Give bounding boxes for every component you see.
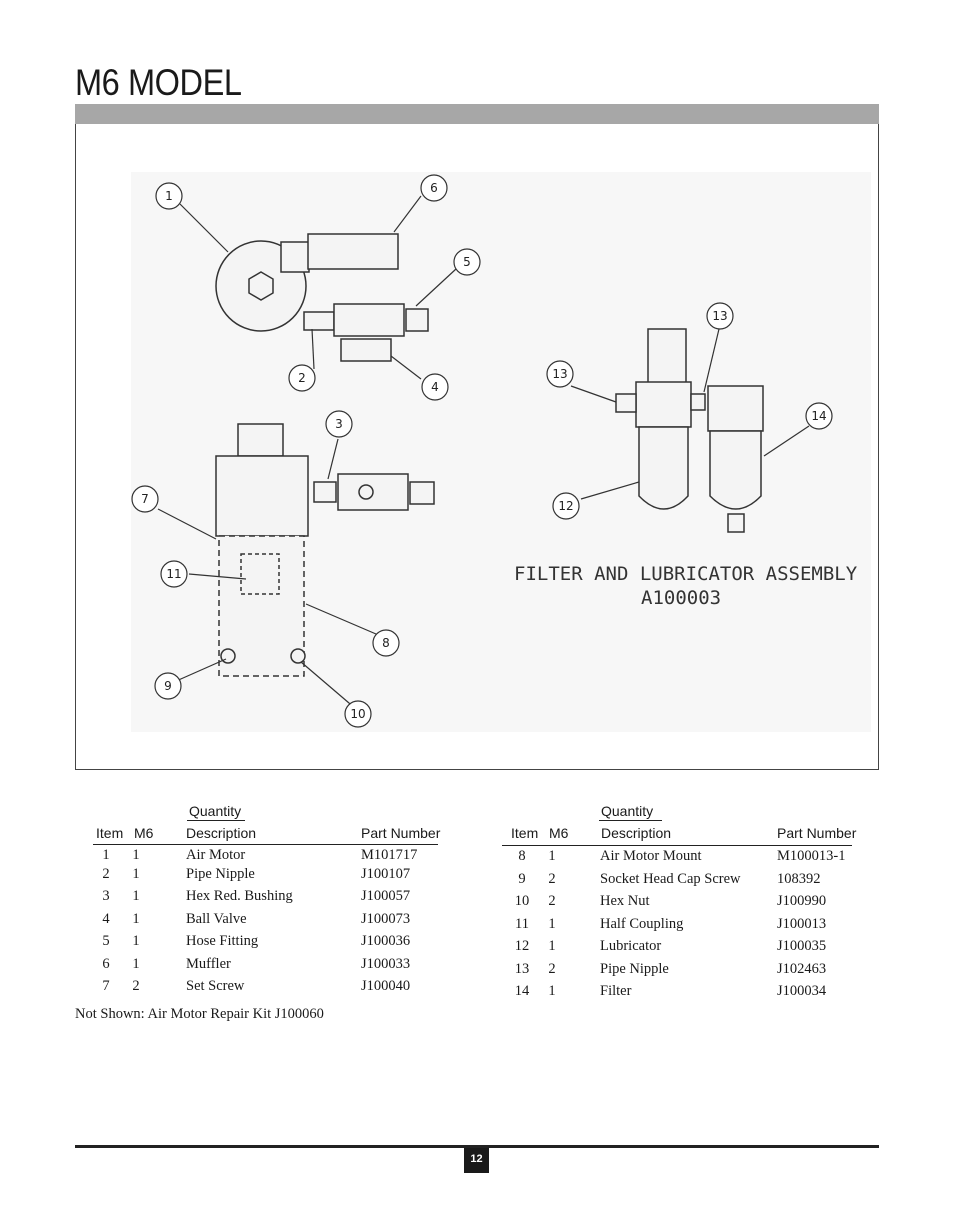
item-header: Item (96, 825, 124, 841)
item-cell: 6 (102, 956, 110, 972)
item-cell: 9 (518, 871, 526, 887)
part-number-cell: J100013 (777, 916, 827, 932)
hex-nut-right (291, 649, 305, 663)
part-number-cell: J100990 (777, 893, 827, 909)
item-cell: 13 (514, 961, 530, 977)
description-cell: Air Motor (186, 847, 246, 863)
part-number-cell: J100036 (361, 933, 411, 949)
muffler (308, 234, 398, 269)
part-number-cell: J102463 (777, 961, 827, 977)
page-number: 12 (464, 1148, 489, 1173)
assembly-caption-line1: FILTER AND LUBRICATOR ASSEMBLY (514, 563, 858, 585)
callout-13b: 13 (712, 309, 728, 323)
description-cell: Pipe Nipple (186, 866, 255, 882)
inlet-nipple (616, 394, 636, 412)
model-header: M6 (549, 825, 569, 841)
air-motor-hex (249, 272, 273, 300)
part-number-cell: M101717 (361, 847, 418, 863)
description-cell: Socket Head Cap Screw (600, 871, 741, 887)
item-cell: 1 (102, 847, 110, 863)
part-number-cell: J100057 (361, 888, 411, 904)
callout-13a: 13 (552, 367, 568, 381)
filter-drain (728, 514, 744, 532)
item-header: Item (511, 825, 539, 841)
quantity-cell: 1 (132, 911, 140, 927)
ball-valve-upper (334, 304, 404, 336)
part-number-cell: 108392 (777, 871, 821, 887)
quantity-cell: 1 (548, 938, 556, 954)
item-cell: 2 (102, 866, 110, 882)
ball-valve-handle (359, 485, 373, 499)
model-header: M6 (134, 825, 154, 841)
quantity-cell: 1 (548, 983, 556, 999)
page-title: M6 MODEL (75, 62, 242, 103)
part-number-cell: J100035 (777, 938, 827, 954)
description-cell: Half Coupling (600, 916, 684, 932)
part-number-cell: M100013-1 (777, 848, 846, 864)
filter-bowl (710, 431, 761, 509)
description-cell: Muffler (186, 956, 231, 972)
half-coupling (241, 554, 279, 594)
item-cell: 4 (102, 911, 110, 927)
muffler-boss (281, 242, 309, 272)
quantity-cell: 1 (132, 866, 140, 882)
filter-block (708, 386, 763, 431)
description-header: Description (186, 825, 257, 841)
item-cell: 5 (102, 933, 110, 949)
quantity-cell: 1 (548, 916, 556, 932)
parts-diagram (75, 124, 879, 770)
callout-11: 11 (166, 567, 182, 581)
description-cell: Pipe Nipple (600, 961, 669, 977)
bushing-upper (341, 339, 391, 361)
item-cell: 10 (514, 893, 530, 909)
callout-5: 5 (463, 255, 471, 269)
lubricator-bowl (639, 427, 688, 509)
quantity-cell: 1 (132, 956, 140, 972)
not-shown-note: Not Shown: Air Motor Repair Kit J100060 (75, 1006, 324, 1022)
quantity-underline (187, 820, 245, 821)
quantity-cell: 1 (132, 847, 140, 863)
callout-4: 4 (431, 380, 439, 394)
item-cell: 11 (515, 916, 529, 932)
description-cell: Set Screw (186, 978, 245, 994)
description-cell: Hose Fitting (186, 933, 259, 949)
callout-6: 6 (430, 181, 438, 195)
quantity-cell: 1 (548, 848, 556, 864)
header-gray-bar (75, 104, 879, 124)
item-cell: 14 (514, 983, 530, 999)
pipe-nipple-upper (304, 312, 334, 330)
lubricator-block (636, 382, 691, 427)
pipe-nipple-side (314, 482, 336, 502)
callout-3: 3 (335, 417, 343, 431)
connecting-nipple (691, 394, 705, 410)
quantity-cell: 2 (548, 961, 556, 977)
part-number-cell: J100073 (361, 911, 411, 927)
description-cell: Air Motor Mount (600, 848, 702, 864)
quantity-cell: 2 (548, 893, 556, 909)
part-number-cell: J100034 (777, 983, 827, 999)
callout-12: 12 (558, 499, 574, 513)
part-number-cell: J100107 (361, 866, 411, 882)
header-rule (502, 845, 852, 846)
hose-fitting-side (410, 482, 434, 504)
description-cell: Filter (600, 983, 632, 999)
part-number-cell: J100040 (361, 978, 411, 994)
description-cell: Lubricator (600, 938, 662, 954)
description-header: Description (601, 825, 672, 841)
hose-fitting-upper (406, 309, 428, 331)
quantity-cell: 1 (132, 933, 140, 949)
callout-8: 8 (382, 636, 390, 650)
item-cell: 3 (102, 888, 110, 904)
quantity-header: Quantity (189, 803, 242, 819)
callout-2: 2 (298, 371, 306, 385)
description-cell: Hex Red. Bushing (186, 888, 293, 904)
callout-9: 9 (164, 679, 172, 693)
motor-cap (238, 424, 283, 456)
item-cell: 7 (102, 978, 110, 994)
part-number-header: Part Number (361, 825, 441, 841)
item-cell: 12 (514, 938, 530, 954)
description-cell: Hex Nut (600, 893, 650, 909)
lubricator-top (648, 329, 686, 384)
assembly-caption-line2: A100003 (641, 587, 722, 609)
description-cell: Ball Valve (186, 911, 247, 927)
part-number-cell: J100033 (361, 956, 411, 972)
part-number-header: Part Number (777, 825, 857, 841)
header-rule (93, 844, 438, 845)
exploded-view-drawing (76, 124, 878, 769)
quantity-cell: 2 (548, 871, 556, 887)
callout-14: 14 (811, 409, 827, 423)
item-cell: 8 (518, 848, 526, 864)
quantity-header: Quantity (601, 803, 654, 819)
callout-7: 7 (141, 492, 149, 506)
quantity-underline (599, 820, 662, 821)
callout-10: 10 (350, 707, 366, 721)
callout-1: 1 (165, 189, 173, 203)
quantity-cell: 2 (132, 978, 140, 994)
quantity-cell: 1 (132, 888, 140, 904)
motor-housing (216, 456, 308, 536)
